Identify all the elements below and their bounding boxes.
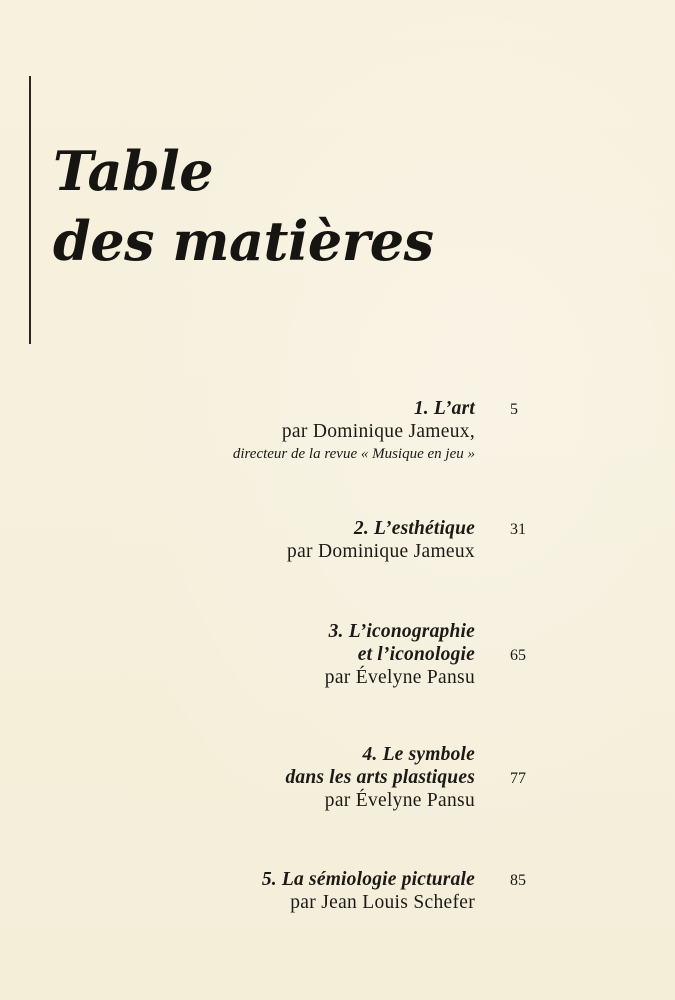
toc-entry-2[interactable] <box>287 517 475 563</box>
toc-entry-1-page-number: 5 <box>510 401 518 418</box>
toc-entry-heading: 5. La sémiologie picturale <box>261 869 475 890</box>
title-line-1: Table <box>53 139 214 203</box>
toc-entry-3[interactable] <box>325 620 475 689</box>
toc-entry-5[interactable] <box>262 868 475 914</box>
toc-entry-2-page-number: 31 <box>510 521 526 538</box>
toc-entry-heading-line-2: et l’iconologie <box>357 644 475 665</box>
toc-entry-heading-line-1: 3. L’iconographie <box>328 621 475 642</box>
toc-entry-author-role: directeur de la revue « Musique en jeu » <box>232 446 475 462</box>
toc-entry-author: par Dominique Jameux <box>287 541 475 562</box>
toc-entry-heading: 1. L’art <box>413 398 475 419</box>
toc-entry-author: par Évelyne Pansu <box>324 667 475 688</box>
toc-entry-4-page-number: 77 <box>510 770 526 787</box>
toc-entry-1[interactable] <box>233 397 475 465</box>
toc-entry-heading-line-2: dans les arts plastiques <box>285 767 475 788</box>
title-line-2: des matières <box>53 209 434 274</box>
toc-entry-author: par Dominique Jameux, <box>281 421 475 442</box>
toc-entry-heading: 2. L’esthétique <box>353 518 475 539</box>
toc-entry-author: par Jean Louis Schefer <box>290 892 475 913</box>
toc-entry-heading-line-1: 4. Le symbole <box>362 744 475 765</box>
toc-entry-3-page-number: 65 <box>510 647 526 664</box>
toc-entry-4[interactable] <box>285 743 475 812</box>
toc-entry-5-page-number: 85 <box>510 872 526 889</box>
toc-entry-author: par Évelyne Pansu <box>324 790 475 811</box>
